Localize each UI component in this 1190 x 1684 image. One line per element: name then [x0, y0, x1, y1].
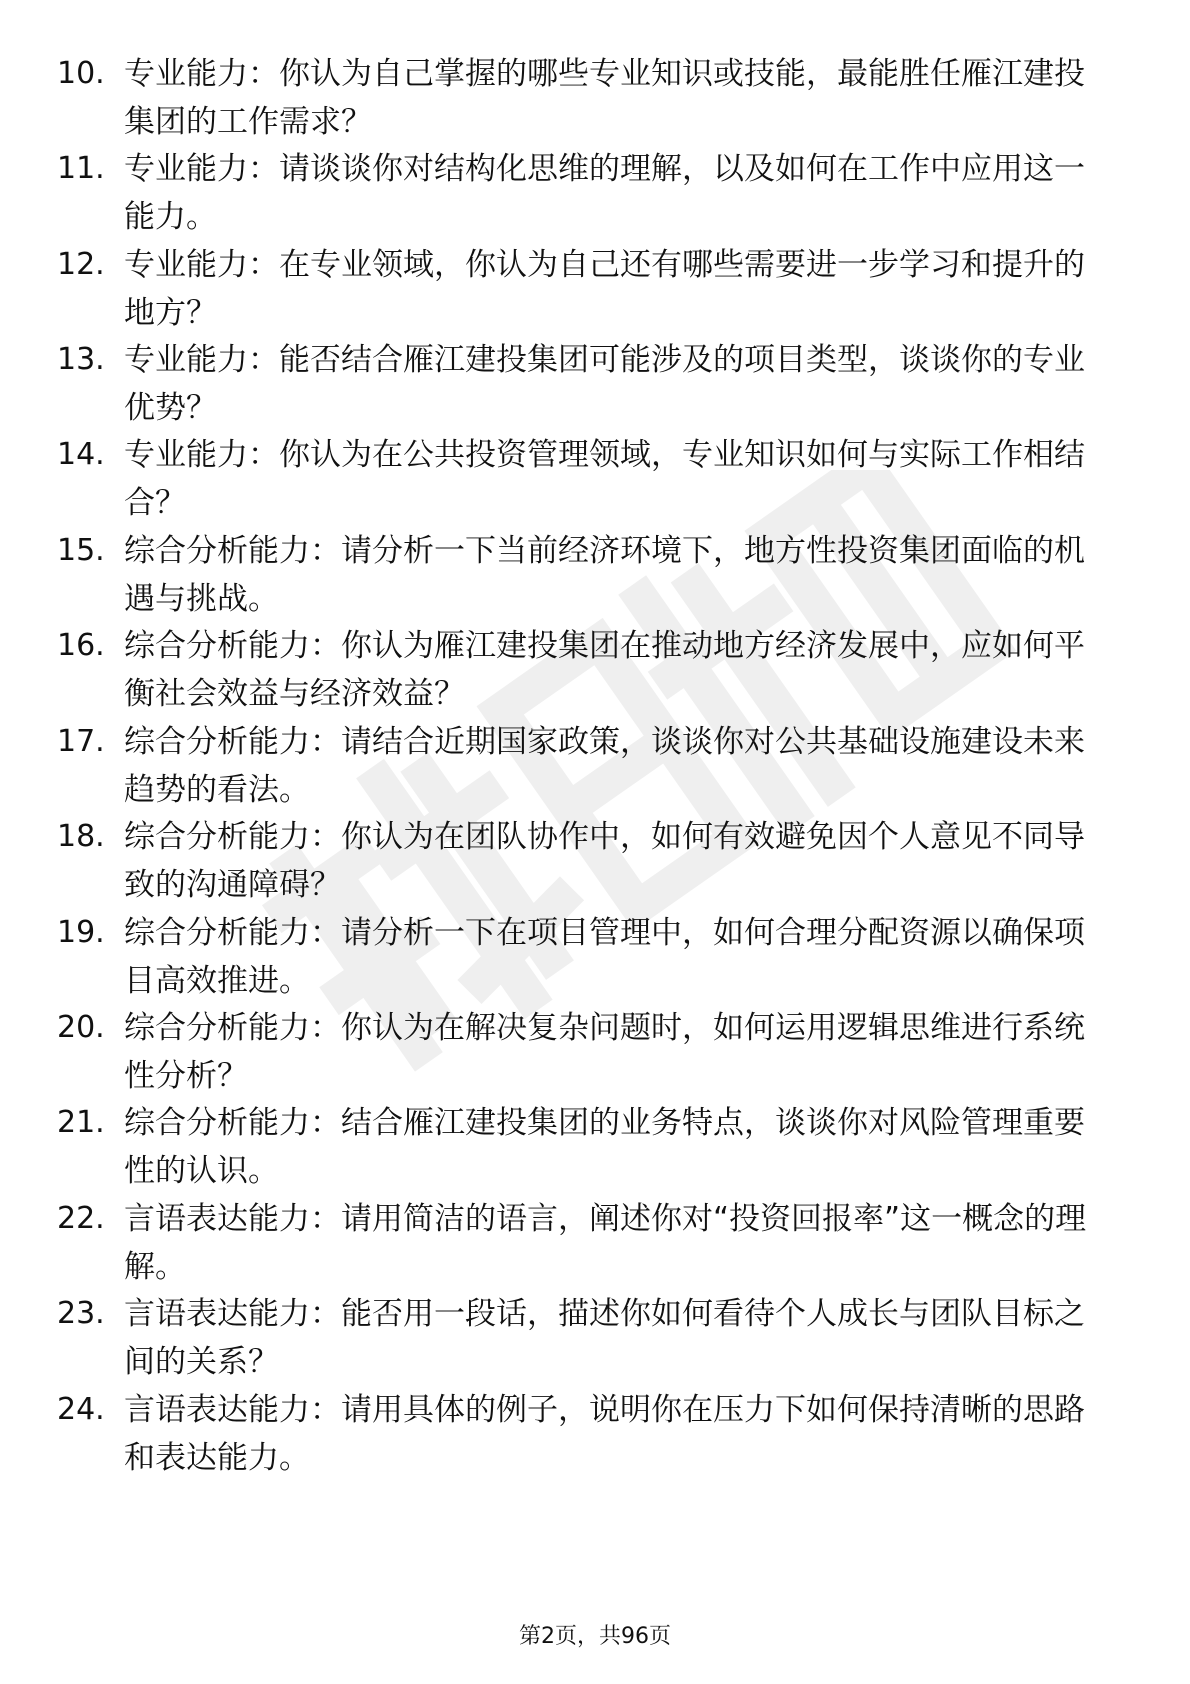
question-item — [0, 1195, 1190, 1291]
question-item — [0, 241, 1190, 337]
page-number-footer: 第2页，共96页 — [519, 1624, 671, 1649]
question-text: 综合分析能力：请分析一下在项目管理中，如何合理分配资源以确保项目高效推进。 — [124, 915, 1085, 999]
question-item — [0, 1004, 1190, 1100]
question-item — [0, 50, 1190, 146]
question-number: 22. — [57, 1201, 105, 1236]
question-text: 综合分析能力：结合雁江建投集团的业务特点，谈谈你对风险管理重要性的认识。 — [124, 1105, 1085, 1189]
question-item — [0, 336, 1190, 432]
question-item — [0, 909, 1190, 1005]
question-number: 15. — [57, 533, 105, 568]
question-item — [0, 431, 1190, 527]
question-number: 13. — [57, 342, 105, 377]
question-item — [0, 1099, 1190, 1195]
question-text: 专业能力：你认为自己掌握的哪些专业知识或技能，最能胜任雁江建投集团的工作需求？ — [124, 56, 1085, 140]
question-text: 言语表达能力：请用简洁的语言，阐述你对“投资回报率”这一概念的理解。 — [124, 1201, 1087, 1285]
question-text: 专业能力：能否结合雁江建投集团可能涉及的项目类型，谈谈你的专业优势？ — [124, 342, 1085, 426]
question-text: 言语表达能力：能否用一段话，描述你如何看待个人成长与团队目标之间的关系？ — [124, 1296, 1085, 1380]
question-item — [0, 622, 1190, 718]
question-number: 19. — [57, 915, 105, 950]
question-text: 专业能力：在专业领域，你认为自己还有哪些需要进一步学习和提升的地方？ — [124, 247, 1085, 331]
question-text: 综合分析能力：你认为雁江建投集团在推动地方经济发展中，应如何平衡社会效益与经济效益？ — [124, 628, 1085, 712]
question-item — [0, 1290, 1190, 1386]
question-text: 专业能力：请谈谈你对结构化思维的理解，以及如何在工作中应用这一能力。 — [124, 151, 1085, 235]
question-number: 18. — [57, 819, 105, 854]
question-item — [0, 527, 1190, 623]
question-number: 14. — [57, 437, 105, 472]
question-text: 专业能力：你认为在公共投资管理领域，专业知识如何与实际工作相结合？ — [124, 437, 1085, 521]
question-item — [0, 1386, 1190, 1482]
question-item — [0, 813, 1190, 909]
question-number: 20. — [57, 1010, 105, 1045]
question-number: 24. — [57, 1392, 105, 1427]
question-number: 10. — [57, 56, 105, 91]
question-text: 言语表达能力：请用具体的例子，说明你在压力下如何保持清晰的思路和表达能力。 — [124, 1392, 1085, 1476]
question-item — [0, 718, 1190, 814]
question-number: 21. — [57, 1105, 105, 1140]
question-text: 综合分析能力：请分析一下当前经济环境下，地方性投资集团面临的机遇与挑战。 — [124, 533, 1085, 617]
question-number: 16. — [57, 628, 105, 663]
question-number: 11. — [57, 151, 105, 186]
question-number: 23. — [57, 1296, 105, 1331]
question-text: 综合分析能力：你认为在解决复杂问题时，如何运用逻辑思维进行系统性分析？ — [124, 1010, 1085, 1094]
question-number: 12. — [57, 247, 105, 282]
question-item — [0, 145, 1190, 241]
question-number: 17. — [57, 724, 105, 759]
question-text: 综合分析能力：请结合近期国家政策，谈谈你对公共基础设施建设未来趋势的看法。 — [124, 724, 1085, 808]
question-text: 综合分析能力：你认为在团队协作中，如何有效避免因个人意见不同导致的沟通障碍？ — [124, 819, 1085, 903]
